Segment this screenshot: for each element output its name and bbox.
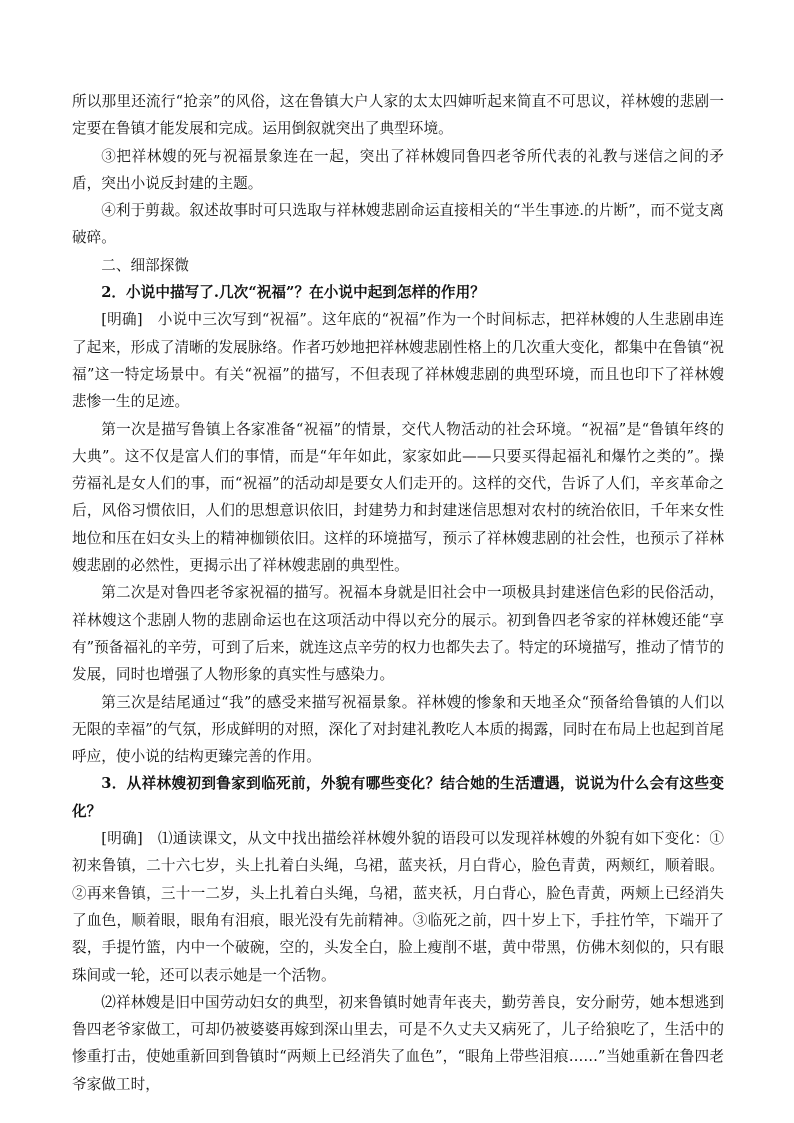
question-3: 3．从祥林嫂初到鲁家到临死前，外貌有哪些变化？结合她的生活遭遇，说说为什么会有这些变化？ [72,775,724,820]
answer-2-third: 第三次是结尾通过“我”的感受来描写祝福景象。祥林嫂的惨象和天地圣众“预备给鲁镇的人们以无限的幸福”的气氛，形成鲜明的对照，深化了对封建礼教吃人本质的揭露，同时在布局上也起到首尾呼应，使小说的结构更臻完善的作用。 [72,693,724,766]
answer-3-part-2: ⑵祥林嫂是旧中国劳动妇女的典型，初来鲁镇时她青年丧夫，勤劳善良，安分耐劳，她本想逃到鲁四老爷家做工，可却仍被婆婆再嫁到深山里去，可是不久丈夫又病死了，儿子给狼吃了，生活中的惨重打击，使她重新回到鲁镇时“两颊上已经消失了血色”，“眼角上带些泪痕……”当她重新在鲁四老爷家做工时， [72,993,724,1093]
paragraph-1: 所以那里还流行“抢亲”的风俗，这在鲁镇大户人家的太太四婶听起来简直不可思议，祥林嫂的悲剧一定要在鲁镇才能发展和完成。运用倒叙就突出了典型环境。 [72,93,724,138]
answer-2-intro: [明确] 小说中三次写到“祝福”。这年底的“祝福”作为一个时间标志，把祥林嫂的人生悲剧串连了起来，形成了清晰的发展脉络。作者巧妙地把祥林嫂悲剧性格上的几次重大变化，都集中在鲁镇“祝福”这一特定场景中。有关“祝福”的描写，不但表现了祥林嫂悲剧的典型环境，而且也印下了祥林嫂悲惨一生的足迹。 [72,311,724,411]
question-2: 2．小说中描写了.几次“祝福”？在小说中起到怎样的作用？ [101,284,485,302]
document-page [72,88,724,1098]
answer-3-part-1: [明确] ⑴通读课文，从文中找出描绘祥林嫂外貌的语段可以发现祥林嫂的外貌有如下变化：①初来鲁镇，二十六七岁，头上扎着白头绳，乌裙，蓝夹袄，月白背心，脸色青黄，两颊红，顺着眼。②再来鲁镇，三十一二岁，头上扎着白头绳，乌裙，蓝夹袄，月白背心，脸色青黄，两颊上已经消失了血色，顺着眼，眼角有泪痕，眼光没有先前精神。③临死之前，四十岁上下，手拄竹竿，下端开了裂，手提竹篮，内中一个破碗，空的，头发全白，脸上瘦削不堪，黄中带黑，仿佛木刻似的，只有眼珠间或一轮，还可以表示她是一个活物。 [72,830,724,984]
answer-2-second: 第二次是对鲁四老爷家祝福的描写。祝福本身就是旧社会中一项极具封建迷信色彩的民俗活动，祥林嫂这个悲剧人物的悲剧命运也在这项活动中得以充分的展示。初到鲁四老爷家的祥林嫂还能“享有”预备福礼的辛劳，可到了后来，就连这点辛劳的权力也都失去了。特定的环境描写，推动了情节的发展，同时也增强了人物形象的真实性与感染力。 [72,584,724,684]
section-heading: 二、细部探微 [101,256,190,274]
paragraph-3: ④利于剪裁。叙述故事时可只选取与祥林嫂悲剧命运直接相关的“半生事迹.的片断”，而不觉支离破碎。 [72,202,724,247]
paragraph-2: ③把祥林嫂的死与祝福景象连在一起，突出了祥林嫂同鲁四老爷所代表的礼教与迷信之间的矛盾，突出小说反封建的主题。 [72,147,724,192]
answer-2-first: 第一次是描写鲁镇上各家准备“祝福”的情景，交代人物活动的社会环境。“祝福”是“鲁镇年终的大典”。这不仅是富人们的事情，而是“年年如此，家家如此——只要买得起福礼和爆竹之类的”。操劳福礼是女人们的事，而“祝福”的活动却是要女人们走开的。这样的交代，告诉了人们，辛亥革命之后，风俗习惯依旧，人们的思想意识依旧，封建势力和封建迷信思想对农村的统治依旧，千年来女性地位和压在妇女头上的精神枷锁依旧。这样的环境描写，预示了祥林嫂悲剧的社会性，也预示了祥林嫂悲剧的必然性，更揭示出了祥林嫂悲剧的典型性。 [72,420,724,575]
